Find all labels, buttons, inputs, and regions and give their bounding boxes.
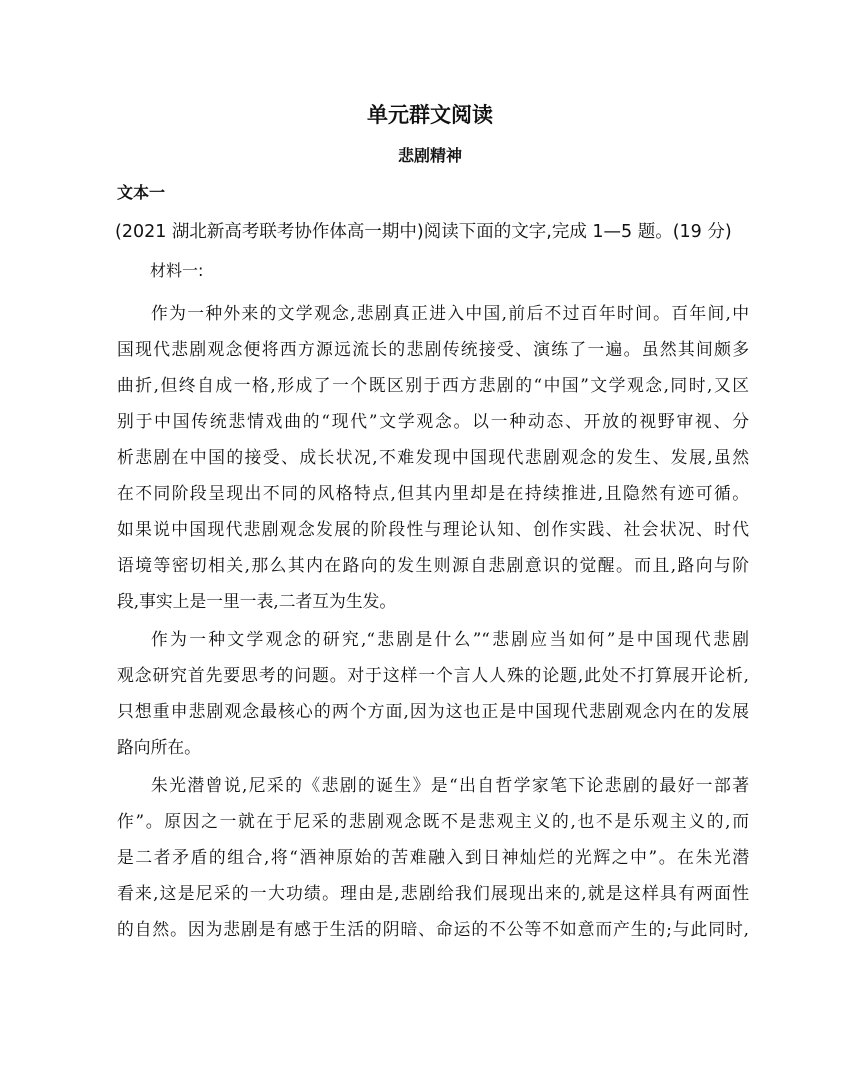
paragraph-line: 路向所在。 xyxy=(117,737,201,757)
source-note: (2021 湖北新高考联考协作体高一期中)阅读下面的文字,完成 1—5 题。(19 分) xyxy=(115,222,732,242)
paragraph-line: 如果说中国现代悲剧观念发展的阶段性与理论认知、创作实践、社会状况、时代 xyxy=(117,519,749,539)
paragraph-line: 作为一种文学观念的研究,“悲剧是什么”“悲剧应当如何”是中国现代悲剧 xyxy=(151,629,749,649)
paragraph-line: 看来,这是尼采的一大功绩。理由是,悲剧给我们展现出来的,就是这样具有两面性 xyxy=(117,883,749,903)
paragraph-line: 的自然。因为悲剧是有感于生活的阴暗、命运的不公等不如意而产生的;与此同时, xyxy=(117,919,749,939)
paragraph-line: 曲折,但终自成一格,形成了一个既区别于西方悲剧的“中国”文学观念,同时,又区 xyxy=(117,375,749,395)
page-subtitle: 悲剧精神 xyxy=(397,146,462,165)
paragraph-line: 在不同阶段呈现出不同的风格特点,但其内里却是在持续推进,且隐然有迹可循。 xyxy=(117,483,749,503)
paragraph-line: 析悲剧在中国的接受、成长状况,不难发现中国现代悲剧观念的发生、发展,虽然 xyxy=(117,447,749,467)
paragraph-line: 别于中国传统悲情戏曲的“现代”文学观念。以一种动态、开放的视野审视、分 xyxy=(117,411,749,431)
paragraph-line: 是二者矛盾的组合,将“酒神原始的苦难融入到日神灿烂的光辉之中”。在朱光潜 xyxy=(117,847,749,867)
paragraph-line: 国现代悲剧观念便将西方源远流长的悲剧传统接受、演练了一遍。虽然其间颇多 xyxy=(117,339,749,359)
paragraph-line: 朱光潜曾说,尼采的《悲剧的诞生》是“出自哲学家笔下论悲剧的最好一部著 xyxy=(151,775,749,795)
paragraph-line: 段,事实上是一里一表,二者互为生发。 xyxy=(117,591,397,611)
paragraph-line: 作”。原因之一就在于尼采的悲剧观念既不是悲观主义的,也不是乐观主义的,而 xyxy=(117,811,749,831)
paragraph-line: 语境等密切相关,那么其内在路向的发生则源自悲剧意识的觉醒。而且,路向与阶 xyxy=(117,555,749,575)
paragraph-line: 观念研究首先要思考的问题。对于这样一个言人人殊的论题,此处不打算展开论析, xyxy=(117,665,749,685)
paragraph-line: 只想重申悲剧观念最核心的两个方面,因为这也正是中国现代悲剧观念内在的发展 xyxy=(117,701,749,721)
page-title: 单元群文阅读 xyxy=(367,103,493,127)
section-heading: 文本一 xyxy=(117,183,166,202)
paragraph-line: 作为一种外来的文学观念,悲剧真正进入中国,前后不过百年时间。百年间,中 xyxy=(151,303,749,323)
material-label: 材料一: xyxy=(150,261,204,280)
